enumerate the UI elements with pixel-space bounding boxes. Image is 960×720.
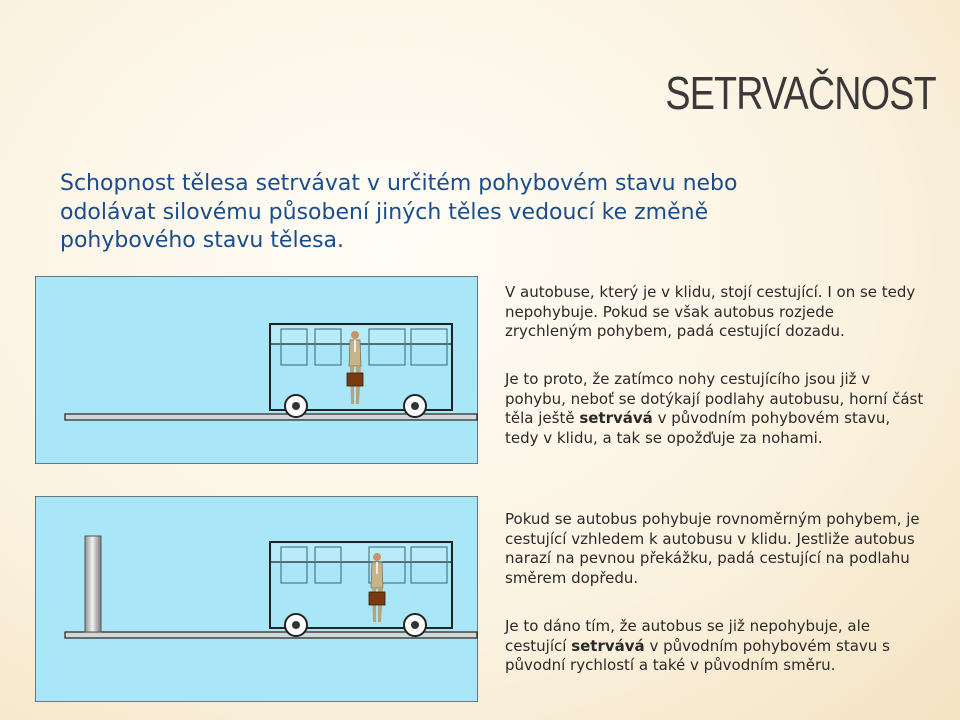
paragraph-bus-collision: Pokud se autobus pohybuje rovnoměrným pohybem, je cestující vzhledem k autobusu v klidu. Jestliže autobus narazí na pevnou překážku, padá cestující na podlahu směrem dopředu. [505,510,920,587]
text-part: Je to proto, že zatímco nohy cestujícího jsou již v pohybu, neboť se dotýkají podlahy autobusu, horní část těla ještě [505,370,924,428]
wheel-icon [285,614,307,636]
wheel-icon [404,395,426,417]
text-part: v původním pohybovém stavu, tedy v klidu, a tak se opožďuje za nohami. [505,409,891,447]
text-part: v původním pohybovém stavu s původní rychlostí a také v původním směru. [505,636,890,675]
emphasis-setrvava: setrvává [571,636,645,655]
paragraph-inertia-explanation-2 [505,617,935,676]
paragraph-inertia-explanation-1 [505,370,925,448]
bus-accelerating-illustration [35,276,478,464]
paragraph-bus-starting: V autobuse, který je v klidu, stojí cestující. I on se tedy nepohybuje. Pokud se však autobus rozjede zrychleným pohybem, padá cestující dozadu. [505,283,916,341]
text-part: Je to dáno tím, že autobus se již nepohybuje, ale cestující [505,617,871,655]
slide-title: SETRVAČNOST [665,67,936,119]
emphasis-setrvava: setrvává [579,409,653,428]
intro-definition: Schopnost tělesa setrvávat v určitém pohybovém stavu nebo odolávat silovému působení jiných těles vedoucí ke změně pohybového stavu tělesa. [60,171,738,253]
bus-collision-illustration [35,496,478,702]
wheel-icon [404,614,426,636]
obstacle-pole-icon [85,536,101,632]
wheel-icon [285,395,307,417]
